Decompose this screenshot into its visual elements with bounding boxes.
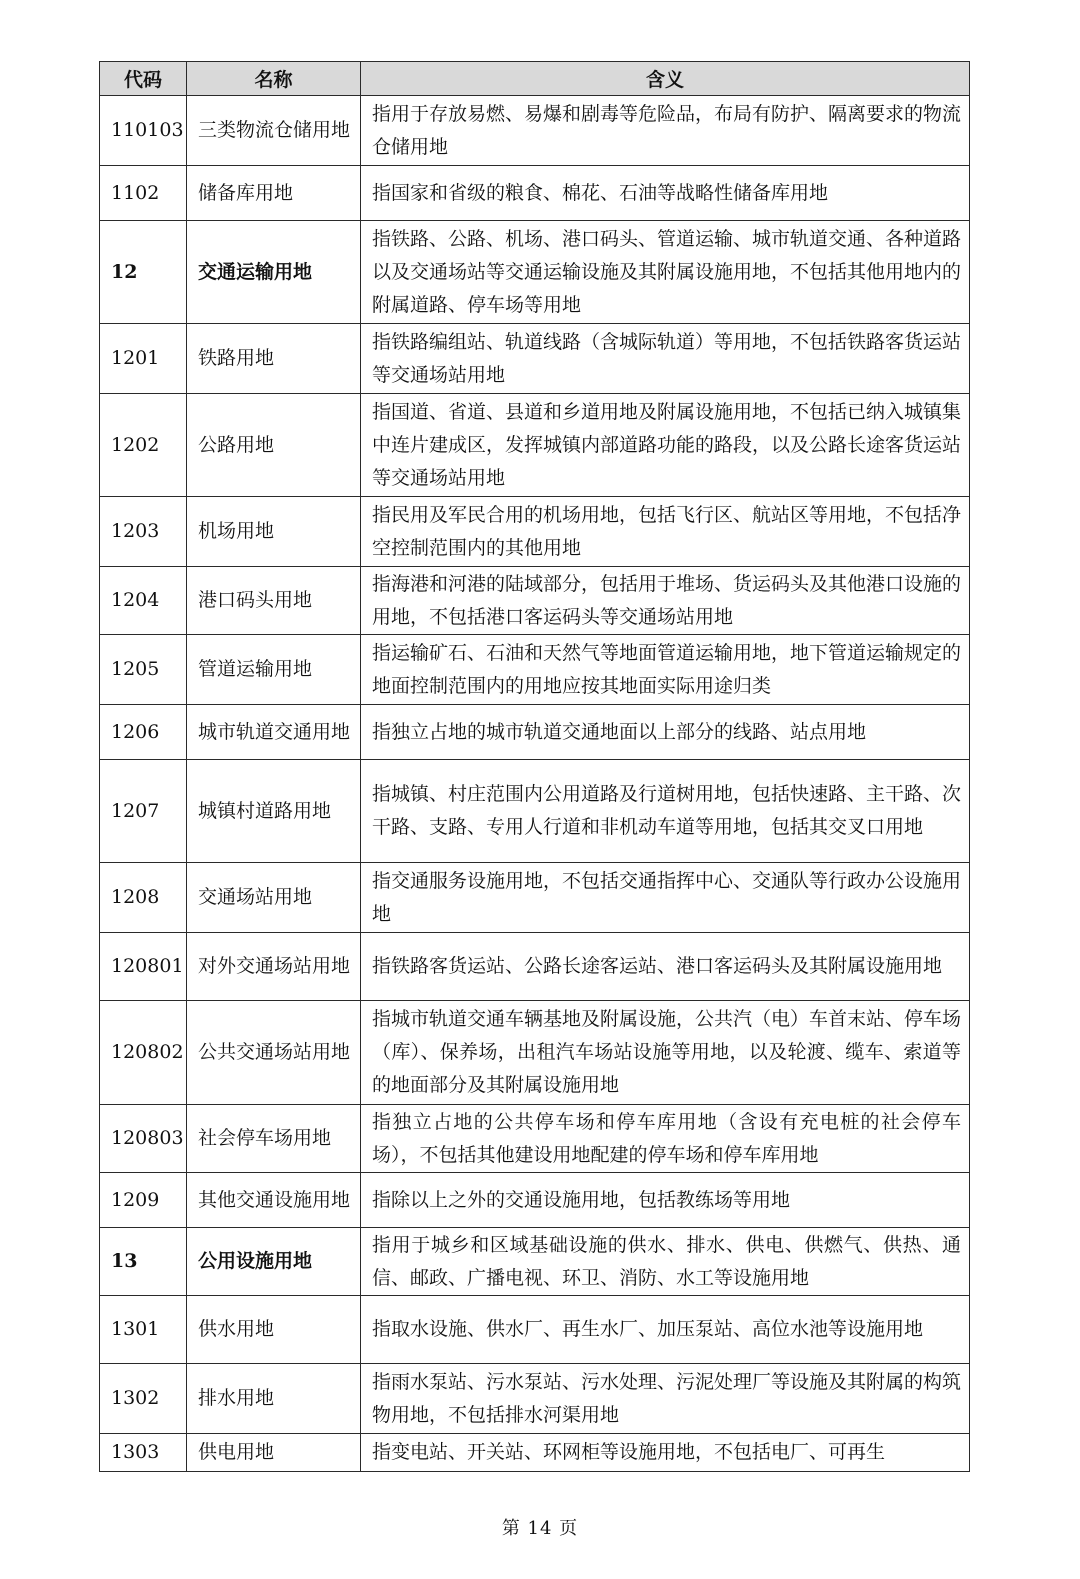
row-meaning-cell: 指运输矿石、石油和天然气等地面管道运输用地，地下管道运输规定的地面控制范围内的用地应按其地面实际用途归类 (361, 635, 970, 705)
table-row (100, 394, 970, 497)
row-meaning-cell: 指独立占地的公共停车场和停车库用地（含设有充电桩的社会停车场），不包括其他建设用地配建的停车场和停车库用地 (361, 1105, 970, 1173)
row-meaning-cell: 指国道、省道、县道和乡道用地及附属设施用地，不包括已纳入城镇集中连片建成区，发挥城镇内部道路功能的路段，以及公路长途客货运站等交通场站用地 (361, 394, 970, 497)
land-use-classification-table (99, 61, 970, 1472)
row-meaning-cell: 指铁路、公路、机场、港口码头、管道运输、城市轨道交通、各种道路以及交通场站等交通运输设施及其附属设施用地，不包括其他用地内的附属道路、停车场等用地 (361, 221, 970, 324)
row-name-cell: 公共交通场站用地 (187, 1001, 361, 1105)
row-meaning-cell: 指铁路客货运站、公路长途客运站、港口客运码头及其附属设施用地 (361, 933, 970, 1001)
table-row (100, 1105, 970, 1173)
row-name-cell: 城镇村道路用地 (187, 760, 361, 863)
table-header (100, 62, 970, 96)
row-meaning-cell: 指用于存放易燃、易爆和剧毒等危险品，布局有防护、隔离要求的物流仓储用地 (361, 96, 970, 166)
row-meaning-cell: 指用于城乡和区域基础设施的供水、排水、供电、供燃气、供热、通信、邮政、广播电视、环卫、消防、水工等设施用地 (361, 1228, 970, 1296)
table-row (100, 1364, 970, 1434)
row-code-cell: 1204 (100, 567, 187, 635)
table-body (100, 96, 970, 1472)
row-name-cell: 其他交通设施用地 (187, 1173, 361, 1228)
row-code-cell: 1209 (100, 1173, 187, 1228)
table-row (100, 635, 970, 705)
row-code-cell: 1102 (100, 166, 187, 221)
header-code: 代码 (100, 62, 187, 96)
row-name-cell: 供电用地 (187, 1434, 361, 1472)
page-number: 第 14 页 (501, 1518, 579, 1539)
row-meaning-cell: 指除以上之外的交通设施用地，包括教练场等用地 (361, 1173, 970, 1228)
row-meaning-cell: 指变电站、开关站、环网柜等设施用地，不包括电厂、可再生 (361, 1434, 970, 1472)
row-meaning-cell: 指铁路编组站、轨道线路（含城际轨道）等用地，不包括铁路客货运站等交通场站用地 (361, 324, 970, 394)
row-name-cell: 交通场站用地 (187, 863, 361, 933)
header-row (100, 62, 970, 96)
row-name-cell: 排水用地 (187, 1364, 361, 1434)
row-code-cell: 120803 (100, 1105, 187, 1173)
row-code-cell: 1301 (100, 1296, 187, 1364)
row-code-cell: 1206 (100, 705, 187, 760)
row-name-cell: 交通运输用地 (187, 221, 361, 324)
row-name-cell: 城市轨道交通用地 (187, 705, 361, 760)
row-name-cell: 机场用地 (187, 497, 361, 567)
table-row (100, 567, 970, 635)
header-name: 名称 (187, 62, 361, 96)
row-code-cell: 120802 (100, 1001, 187, 1105)
row-meaning-cell: 指城镇、村庄范围内公用道路及行道树用地，包括快速路、主干路、次干路、支路、专用人行道和非机动车道等用地，包括其交叉口用地 (361, 760, 970, 863)
row-name-cell: 公路用地 (187, 394, 361, 497)
row-name-cell: 管道运输用地 (187, 635, 361, 705)
row-code-cell: 1207 (100, 760, 187, 863)
row-name-cell: 铁路用地 (187, 324, 361, 394)
row-meaning-cell: 指交通服务设施用地，不包括交通指挥中心、交通队等行政办公设施用地 (361, 863, 970, 933)
row-code-cell: 1202 (100, 394, 187, 497)
table-row (100, 96, 970, 166)
row-code-cell: 1303 (100, 1434, 187, 1472)
table-row (100, 705, 970, 760)
row-code-cell: 110103 (100, 96, 187, 166)
table-row (100, 1228, 970, 1296)
row-code-cell: 1201 (100, 324, 187, 394)
row-meaning-cell: 指取水设施、供水厂、再生水厂、加压泵站、高位水池等设施用地 (361, 1296, 970, 1364)
row-code-cell: 120801 (100, 933, 187, 1001)
table-row (100, 166, 970, 221)
row-code-cell: 1203 (100, 497, 187, 567)
row-meaning-cell: 指雨水泵站、污水泵站、污水处理、污泥处理厂等设施及其附属的构筑物用地，不包括排水河渠用地 (361, 1364, 970, 1434)
row-code-cell: 1205 (100, 635, 187, 705)
table-row (100, 1001, 970, 1105)
table-row (100, 324, 970, 394)
row-code-cell: 1302 (100, 1364, 187, 1434)
row-name-cell: 港口码头用地 (187, 567, 361, 635)
row-code-cell: 1208 (100, 863, 187, 933)
table-row (100, 863, 970, 933)
row-meaning-cell: 指民用及军民合用的机场用地，包括飞行区、航站区等用地，不包括净空控制范围内的其他用地 (361, 497, 970, 567)
table-row (100, 497, 970, 567)
table-row (100, 933, 970, 1001)
row-meaning-cell: 指海港和河港的陆域部分，包括用于堆场、货运码头及其他港口设施的用地，不包括港口客运码头等交通场站用地 (361, 567, 970, 635)
table-row (100, 760, 970, 863)
row-name-cell: 社会停车场用地 (187, 1105, 361, 1173)
row-meaning-cell: 指城市轨道交通车辆基地及附属设施，公共汽（电）车首末站、停车场（库）、保养场，出租汽车场站设施等用地，以及轮渡、缆车、索道等的地面部分及其附属设施用地 (361, 1001, 970, 1105)
row-name-cell: 供水用地 (187, 1296, 361, 1364)
table-row (100, 221, 970, 324)
row-name-cell: 公用设施用地 (187, 1228, 361, 1296)
row-name-cell: 储备库用地 (187, 166, 361, 221)
row-name-cell: 三类物流仓储用地 (187, 96, 361, 166)
header-meaning: 含义 (361, 62, 970, 96)
row-name-cell: 对外交通场站用地 (187, 933, 361, 1001)
table-row (100, 1173, 970, 1228)
table-row (100, 1296, 970, 1364)
table-row (100, 1434, 970, 1472)
row-code-cell: 13 (100, 1228, 187, 1296)
row-meaning-cell: 指国家和省级的粮食、棉花、石油等战略性储备库用地 (361, 166, 970, 221)
row-code-cell: 12 (100, 221, 187, 324)
row-meaning-cell: 指独立占地的城市轨道交通地面以上部分的线路、站点用地 (361, 705, 970, 760)
